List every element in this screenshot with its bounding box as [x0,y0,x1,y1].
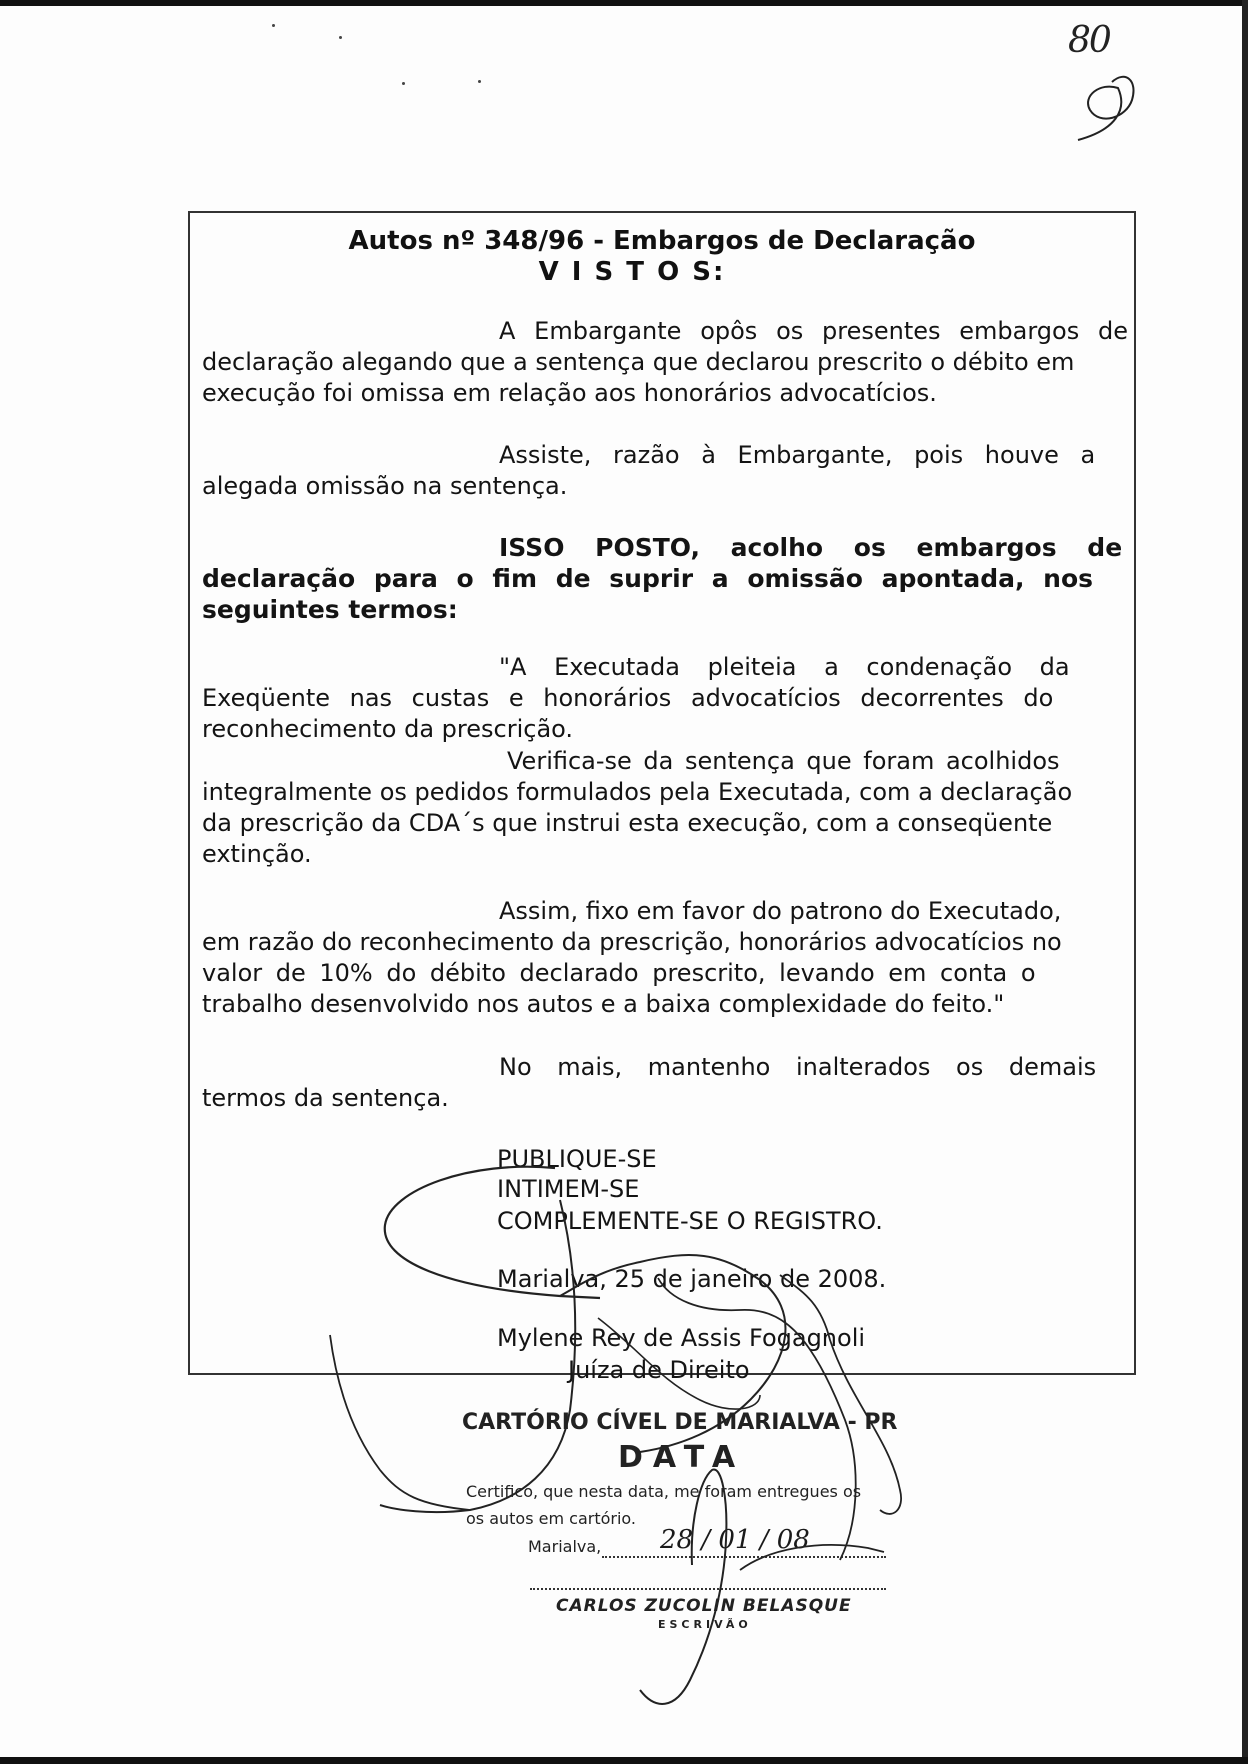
paragraph-line: declaração para o fim de suprir a omissão apontada, nos [202,564,1094,593]
scan-edge-right [1242,0,1248,1764]
stamp-certify-line: Certifico, que nesta data, me foram entregues os [466,1482,862,1501]
judge-name: Mylene Rey de Assis Fogagnoli [497,1324,866,1352]
scan-speck [339,36,342,39]
paragraph-verifica [202,746,1128,870]
paragraph-line: alegada omissão na sentença. [202,472,568,500]
paragraph-line: trabalho desenvolvido nos autos e a baixa complexidade do feito." [202,990,1005,1018]
stamp-clerk-role: ESCRIVÃO [658,1618,752,1631]
paragraph-no-mais [202,1052,1128,1114]
paragraph-line: Verifica-se da sentença que foram acolhidos [507,747,1060,775]
paragraph-assiste [202,440,1128,502]
scan-speck [272,24,275,27]
scan-speck [478,80,481,83]
paragraph-line: Assiste, razão à Embargante, pois houve a [499,441,1096,469]
stamp-title: CARTÓRIO CÍVEL DE MARIALVA - PR [462,1410,898,1435]
paragraph-line: termos da sentença. [202,1084,449,1112]
paragraph-line: extinção. [202,840,312,868]
document-title: Autos nº 348/96 - Embargos de Declaração [348,226,976,256]
page-number: 80 [1068,20,1110,61]
stamp-data-label: DATA [618,1440,746,1475]
closing-place-date: Marialva, 25 de janeiro de 2008. [497,1265,887,1293]
closing-intimem: INTIMEM-SE [497,1175,640,1203]
paragraph-line: No mais, mantenho inalterados os demais [499,1053,1097,1081]
paragraph-line: em razão do reconhecimento da prescrição, honorários advocatícios no [202,928,1062,956]
paragraph-line: execução foi omissa em relação aos honorários advocatícios. [202,379,937,407]
paragraph-line: integralmente os pedidos formulados pela Executada, com a declaração [202,778,1073,806]
stamp-signature-line [530,1588,886,1590]
scan-edge-top [0,0,1248,6]
paragraph-line: ISSO POSTO, acolho os embargos de [499,533,1123,562]
judge-title: Juíza de Direito [568,1356,750,1384]
document-subtitle: V I S T O S: [538,257,726,287]
paragraph-line: "A Executada pleiteia a condenação da [499,653,1070,681]
paragraph-embargante [202,316,1128,409]
paragraph-executada [202,652,1128,745]
page-number-flourish [1078,77,1134,140]
paragraph-line: A Embargante opôs os presentes embargos de [499,317,1128,345]
stamp-clerk-name: CARLOS ZUCOLIN BELASQUE [556,1596,852,1616]
scan-speck [402,82,405,85]
closing-publique: PUBLIQUE-SE [497,1145,657,1173]
paragraph-line: da prescrição da CDA´s que instrui esta execução, com a conseqüente [202,809,1053,837]
stamp-certify-line: os autos em cartório. [466,1509,637,1528]
paragraph-line: declaração alegando que a sentença que declarou prescrito o débito em [202,348,1075,376]
scan-edge-bottom [0,1757,1248,1764]
paragraph-isso-posto [202,532,1128,625]
paragraph-line: reconhecimento da prescrição. [202,715,574,743]
closing-complemente: COMPLEMENTE-SE O REGISTRO. [497,1207,883,1235]
paragraph-assim [202,896,1128,1020]
paragraph-line: Assim, fixo em favor do patrono do Executado, [499,897,1062,925]
paragraph-line: valor de 10% do débito declarado prescrito, levando em conta o [202,959,1036,987]
clerk-signature-stroke [640,1470,726,1704]
stamp-date-line [602,1556,886,1558]
paragraph-line: Exeqüente nas custas e honorários advocatícios decorrentes do [202,684,1054,712]
paragraph-line: seguintes termos: [202,595,458,624]
stamp-city-label: Marialva, [528,1537,602,1556]
stamp-handwritten-date: 28 / 01 / 08 [660,1525,810,1555]
